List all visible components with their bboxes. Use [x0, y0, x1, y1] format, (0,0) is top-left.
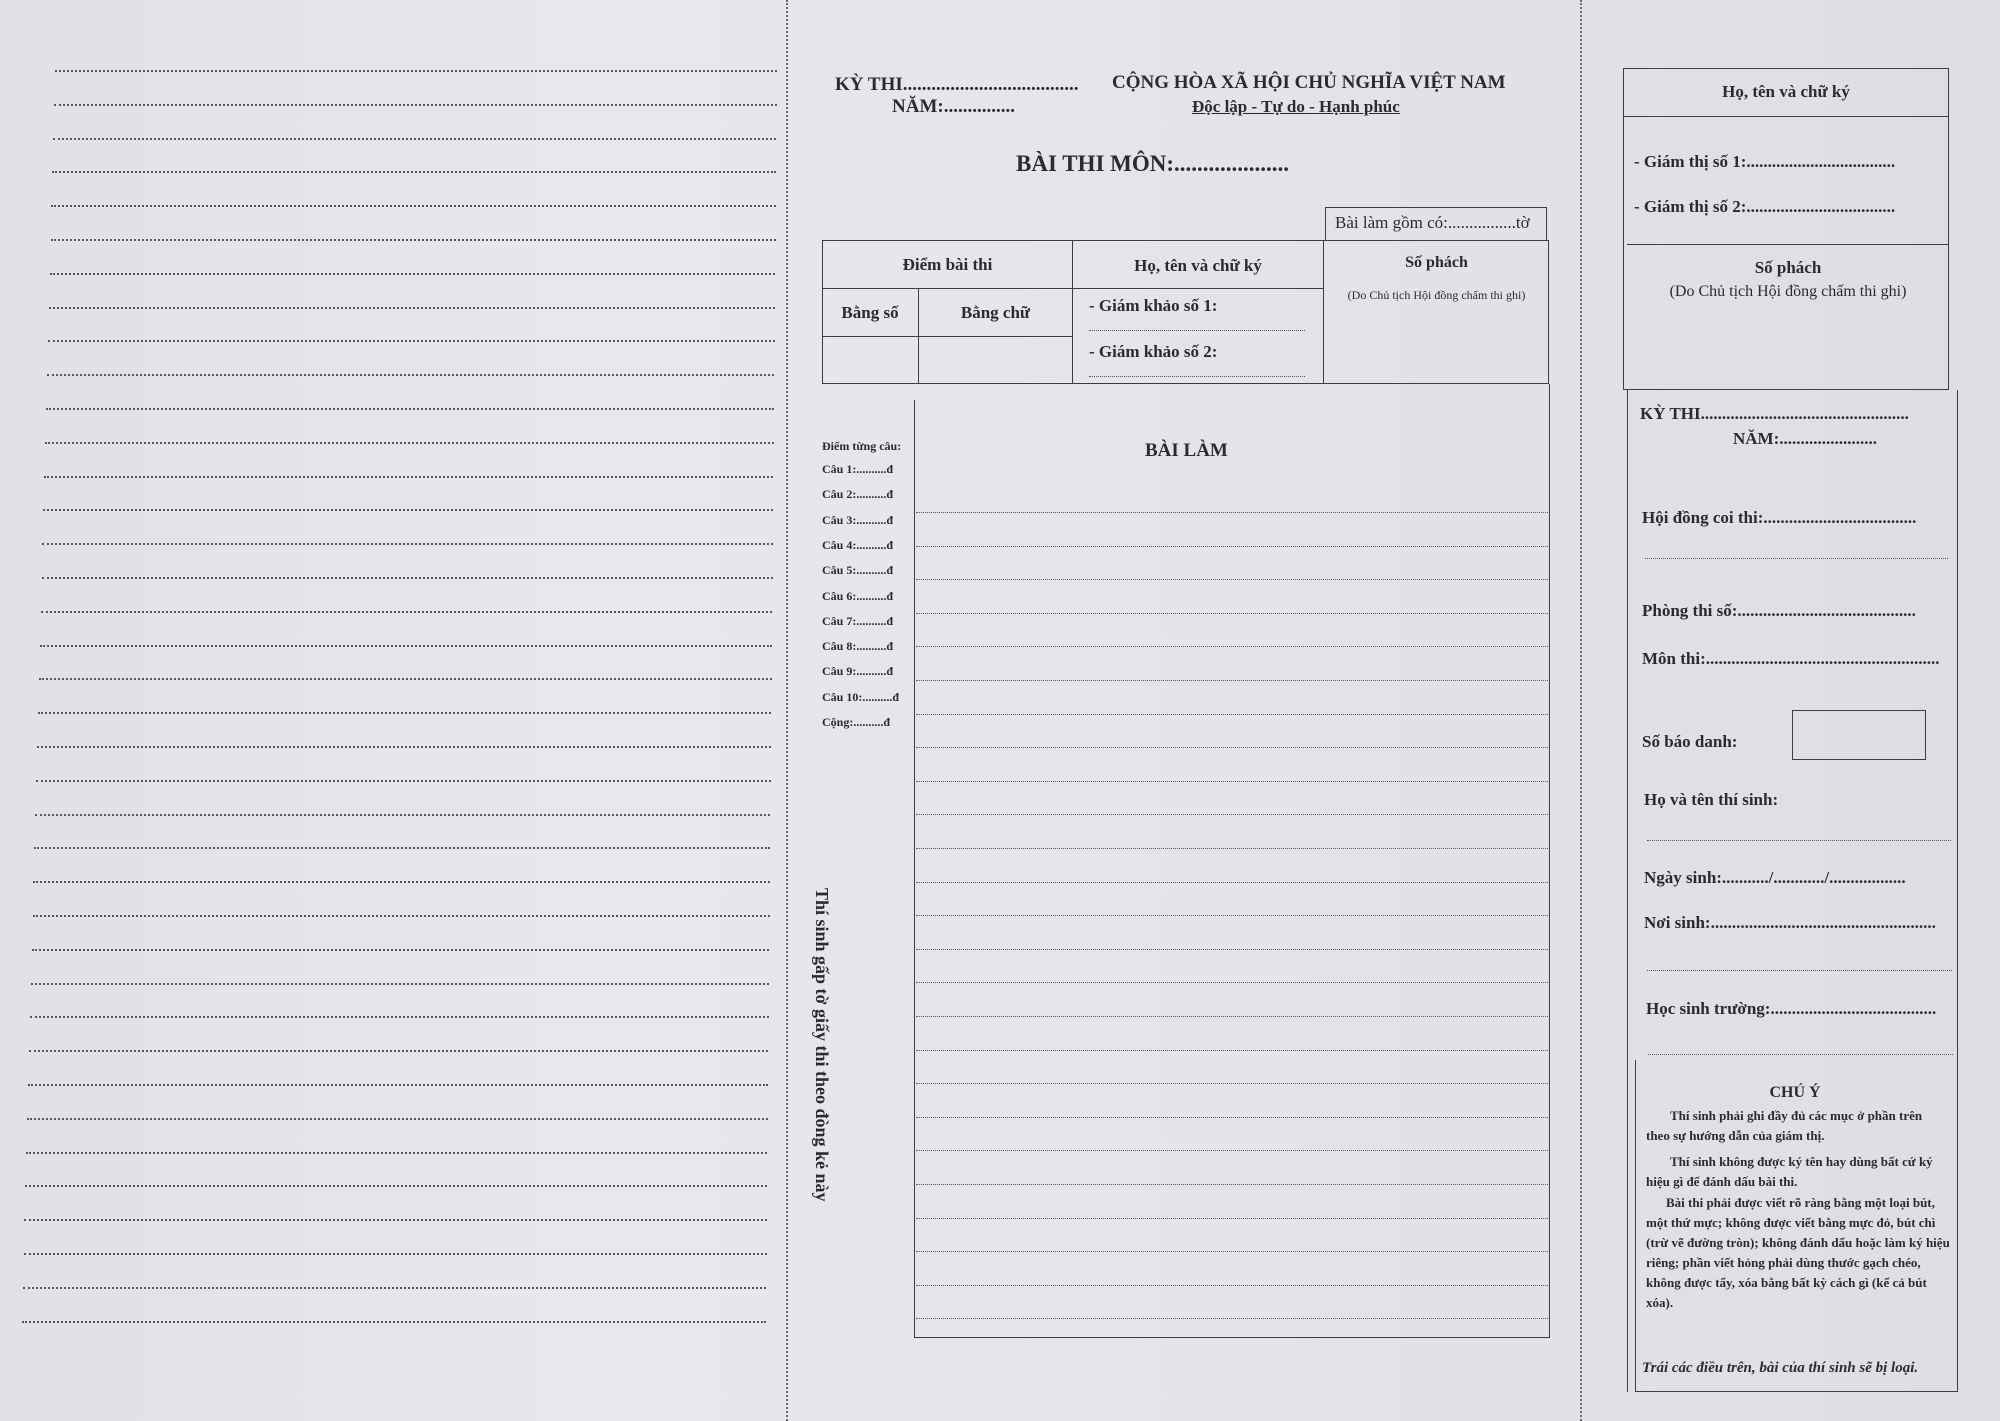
ruled-line: [35, 814, 770, 816]
ruled-line: [29, 1050, 768, 1052]
question-score-line: Cộng:..........đ: [822, 715, 891, 729]
score-words-header: Bằng chữ: [960, 303, 1031, 322]
answer-right-border: [1549, 384, 1550, 1337]
answer-left-border: [914, 400, 915, 1337]
ruled-line: [33, 881, 769, 883]
ruled-line: [52, 171, 776, 173]
ruled-line: [23, 1287, 767, 1289]
question-score-line: Câu 8:..........đ: [822, 639, 894, 654]
ruled-line: [32, 949, 770, 951]
question-score-line: Câu 7:..........đ: [822, 613, 894, 628]
slip-dob: Ngày sinh:.........../............/..................: [1644, 868, 1906, 887]
ruled-line: [44, 476, 773, 478]
examiner-1-label: - Giám khảo số 1:: [1089, 296, 1218, 315]
answer-line: [916, 949, 1548, 950]
ruled-line: [50, 273, 776, 275]
slip-header: Họ, tên và chữ ký: [1722, 82, 1850, 101]
ruled-line: [22, 1321, 766, 1323]
ruled-line: [31, 983, 769, 985]
answer-line: [916, 1117, 1548, 1118]
ruled-line: [54, 104, 777, 106]
answer-line: [916, 579, 1548, 580]
exam-label: KỲ THI.....................................: [835, 74, 1079, 95]
question-score-line: Câu 9:..........đ: [822, 664, 894, 679]
answer-line: [916, 848, 1548, 849]
proctor-1: - Giám thị số 1:...................................: [1634, 152, 1896, 171]
question-score-line: Câu 1:..........đ: [822, 462, 894, 476]
answer-line: [916, 1218, 1548, 1219]
answer-line: [916, 680, 1548, 681]
ruled-line: [25, 1185, 767, 1187]
notice-4: Trái các điều trên, bài của thí sinh sẽ bị loại.: [1642, 1360, 1919, 1376]
pages-count-label: Bài làm gồm có:................tờ: [1335, 213, 1530, 232]
fold-line-right: [1580, 0, 1582, 1421]
answer-line: [916, 1285, 1548, 1286]
slip-school: Học sinh trường:.......................................: [1646, 999, 1937, 1018]
ruled-line: [33, 915, 770, 917]
answer-line: [916, 814, 1548, 815]
answer-line: [916, 613, 1548, 614]
ruled-line: [24, 1219, 766, 1221]
ruled-line: [43, 509, 773, 511]
examiner-header: Họ, tên và chữ ký: [1134, 256, 1262, 275]
proctor-2: - Giám thị số 2:...................................: [1634, 197, 1896, 216]
slip-code-note: (Do Chủ tịch Hội đồng chấm thi ghi): [1669, 283, 1907, 300]
slip-council: Hội đồng coi thi:....................................: [1642, 508, 1917, 527]
candidate-no-box: [1792, 710, 1926, 760]
year-label: NĂM:...............: [892, 96, 1015, 117]
question-score-line: Câu 6:..........đ: [822, 588, 894, 603]
score-header: Điểm bài thi: [902, 255, 993, 274]
slip-candidate-no: Số báo danh:: [1642, 732, 1738, 751]
fold-line-left: [786, 0, 788, 1421]
national-motto: Độc lập - Tự do - Hạnh phúc: [1192, 97, 1400, 116]
answer-line: [916, 546, 1548, 547]
fold-instruction: Thí sinh gấp tờ giấy thi theo đòng kẻ này: [812, 888, 832, 1202]
ruled-line: [48, 340, 775, 342]
answer-line: [916, 512, 1548, 513]
ruled-line: [30, 1016, 769, 1018]
ruled-line: [27, 1118, 768, 1120]
ruled-line: [41, 611, 773, 613]
ruled-line: [42, 543, 772, 545]
answer-line: [916, 1184, 1548, 1185]
ruled-line: [53, 138, 776, 140]
answer-line: [916, 1083, 1548, 1084]
ruled-line: [47, 374, 774, 376]
ruled-line: [46, 408, 774, 410]
answer-line: [916, 1150, 1548, 1151]
answer-line: [916, 646, 1548, 647]
code-header: Số phách: [1405, 254, 1468, 271]
question-score-line: Câu 5:..........đ: [822, 563, 894, 578]
subject-title: BÀI THI MÔN:....................: [1016, 151, 1290, 176]
slip-year: NĂM:.......................: [1733, 429, 1878, 448]
examiner-1-line: [1089, 330, 1305, 331]
ruled-line: [39, 678, 772, 680]
ruled-line: [34, 847, 770, 849]
ruled-line: [45, 442, 774, 444]
answer-title: BÀI LÀM: [1145, 440, 1228, 461]
republic-title: CỘNG HÒA XÃ HỘI CHỦ NGHĨA VIỆT NAM: [1112, 72, 1506, 93]
slip-room: Phòng thi số:..........................................: [1642, 601, 1916, 620]
answer-line: [916, 747, 1548, 748]
answer-line: [916, 1318, 1548, 1319]
slip-code-header: Số phách: [1754, 258, 1822, 277]
ruled-line: [28, 1084, 768, 1086]
notice-2: Thí sinh không được ký tên hay dùng bất cứ ký hiệu gì để đánh dấu bài thi.: [1646, 1154, 1933, 1189]
ruled-line: [51, 205, 775, 207]
answer-line: [916, 882, 1548, 883]
ruled-line: [38, 712, 771, 714]
answer-line: [916, 1050, 1548, 1051]
ruled-line: [40, 645, 772, 647]
ruled-line: [26, 1152, 767, 1154]
notice-title: CHÚ Ý: [1769, 1084, 1821, 1101]
ruled-line: [24, 1253, 767, 1255]
ruled-line: [55, 70, 777, 72]
answer-line: [916, 1251, 1548, 1252]
answer-line: [916, 714, 1548, 715]
ruled-line: [42, 577, 773, 579]
notice-1: Thí sinh phải ghi đầy đủ các mục ở phần trên theo sự hướng dẫn của giám thị.: [1646, 1108, 1923, 1143]
question-score-line: Câu 10:..........đ: [822, 689, 900, 704]
answer-bottom-border: [914, 1337, 1550, 1338]
answer-line: [916, 982, 1548, 983]
ruled-line: [51, 239, 776, 241]
examiner-2-line: [1089, 376, 1305, 377]
answer-line: [916, 781, 1548, 782]
score-digits-header: Bằng số: [841, 303, 899, 322]
ruled-line: [37, 746, 771, 748]
code-note: (Do Chủ tịch Hội đồng chấm thi ghi): [1347, 288, 1526, 302]
question-score-line: Câu 3:..........đ: [822, 512, 894, 527]
examiner-2-label: - Giám khảo số 2:: [1089, 342, 1218, 361]
slip-birthplace: Nơi sinh:.....................................................: [1644, 913, 1936, 932]
answer-line: [916, 1016, 1548, 1017]
ruled-line: [36, 780, 771, 782]
answer-line: [916, 915, 1548, 916]
slip-candidate-name: Họ và tên thí sinh:: [1644, 790, 1779, 809]
question-score-line: Câu 4:..........đ: [822, 537, 894, 552]
slip-exam: KỲ THI.................................................: [1640, 404, 1909, 423]
slip-subject: Môn thi:.......................................................: [1642, 649, 1940, 668]
ruled-line: [49, 307, 775, 309]
per-question-title: Điểm từng câu:: [822, 439, 902, 453]
question-score-line: Câu 2:..........đ: [822, 487, 894, 502]
notice-3: Bài thi phải được viết rõ ràng bằng một loại bút, một thứ mực; không được viết bằng mực đỏ, bút chì (trừ vẽ đường tròn); không đánh dấu hoặc làm ký hiệu riêng; phần viết hỏng phải dùng thước gạch chéo, không được tẩy, xóa bằng bất kỳ cách gì (kể cả bút xóa).: [1646, 1195, 1950, 1310]
